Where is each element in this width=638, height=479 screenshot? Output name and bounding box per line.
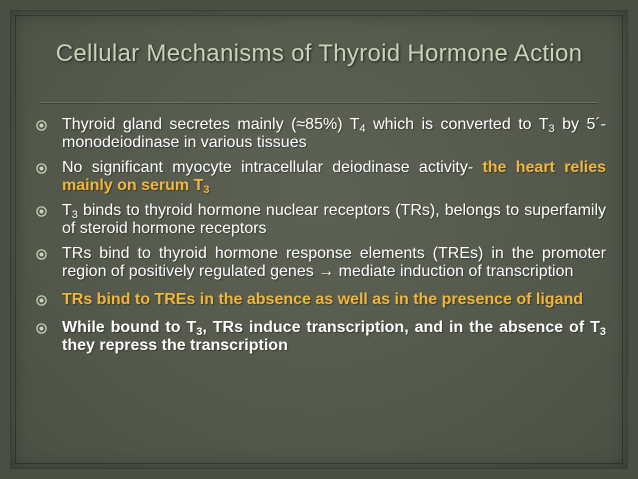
subscript: 3 (203, 184, 210, 196)
title-divider (40, 102, 598, 103)
circled-dot-icon (36, 206, 47, 217)
highlighted-text: the heart relies mainly on serum T (62, 159, 607, 194)
subscript: 3 (548, 123, 555, 135)
bullet-text: No significant myocyte intracellular deiodinase activity- (62, 159, 483, 176)
bullet-text: While bound to T (62, 319, 197, 336)
bullet-text: they repress the transcription (62, 337, 288, 354)
bullet-text: by 5´-monodeiodinase in various tissues (62, 116, 607, 151)
bullet-item (36, 245, 606, 281)
circled-dot-icon (36, 163, 47, 174)
bullet-item (36, 159, 606, 195)
bullet-text: which is converted to T (365, 116, 549, 133)
circled-dot-icon (36, 295, 47, 306)
circled-dot-icon (36, 120, 47, 131)
slide-title: Cellular Mechanisms of Thyroid Hormone Action (55, 40, 583, 67)
bullet-list (36, 116, 606, 362)
bullet-item (36, 291, 606, 309)
subscript: 3 (196, 326, 203, 338)
subscript: 3 (71, 209, 78, 221)
bullet-text: , TRs induce transcription, and in the absence of T (202, 319, 600, 336)
bullet-text: binds to thyroid hormone nuclear receptors (TRs), belongs to superfamily of steroid hormone receptors (62, 202, 606, 237)
highlighted-text: TRs bind to TREs in the absence as well as in the presence of ligand (62, 291, 584, 308)
bullet-text: TRs bind to thyroid hormone response elements (TREs) in the promoter region of positively regulated genes → mediate induction of transcription (62, 245, 606, 280)
circled-dot-icon (36, 249, 47, 260)
subscript: 3 (599, 326, 606, 338)
bullet-item (36, 202, 606, 238)
bullet-item (36, 116, 606, 152)
circled-dot-icon (36, 323, 47, 334)
subscript: 4 (359, 123, 366, 135)
bullet-item (36, 319, 606, 355)
bullet-text: Thyroid gland secretes mainly (≈85%) T (62, 116, 360, 133)
bullet-text: T (62, 202, 72, 219)
